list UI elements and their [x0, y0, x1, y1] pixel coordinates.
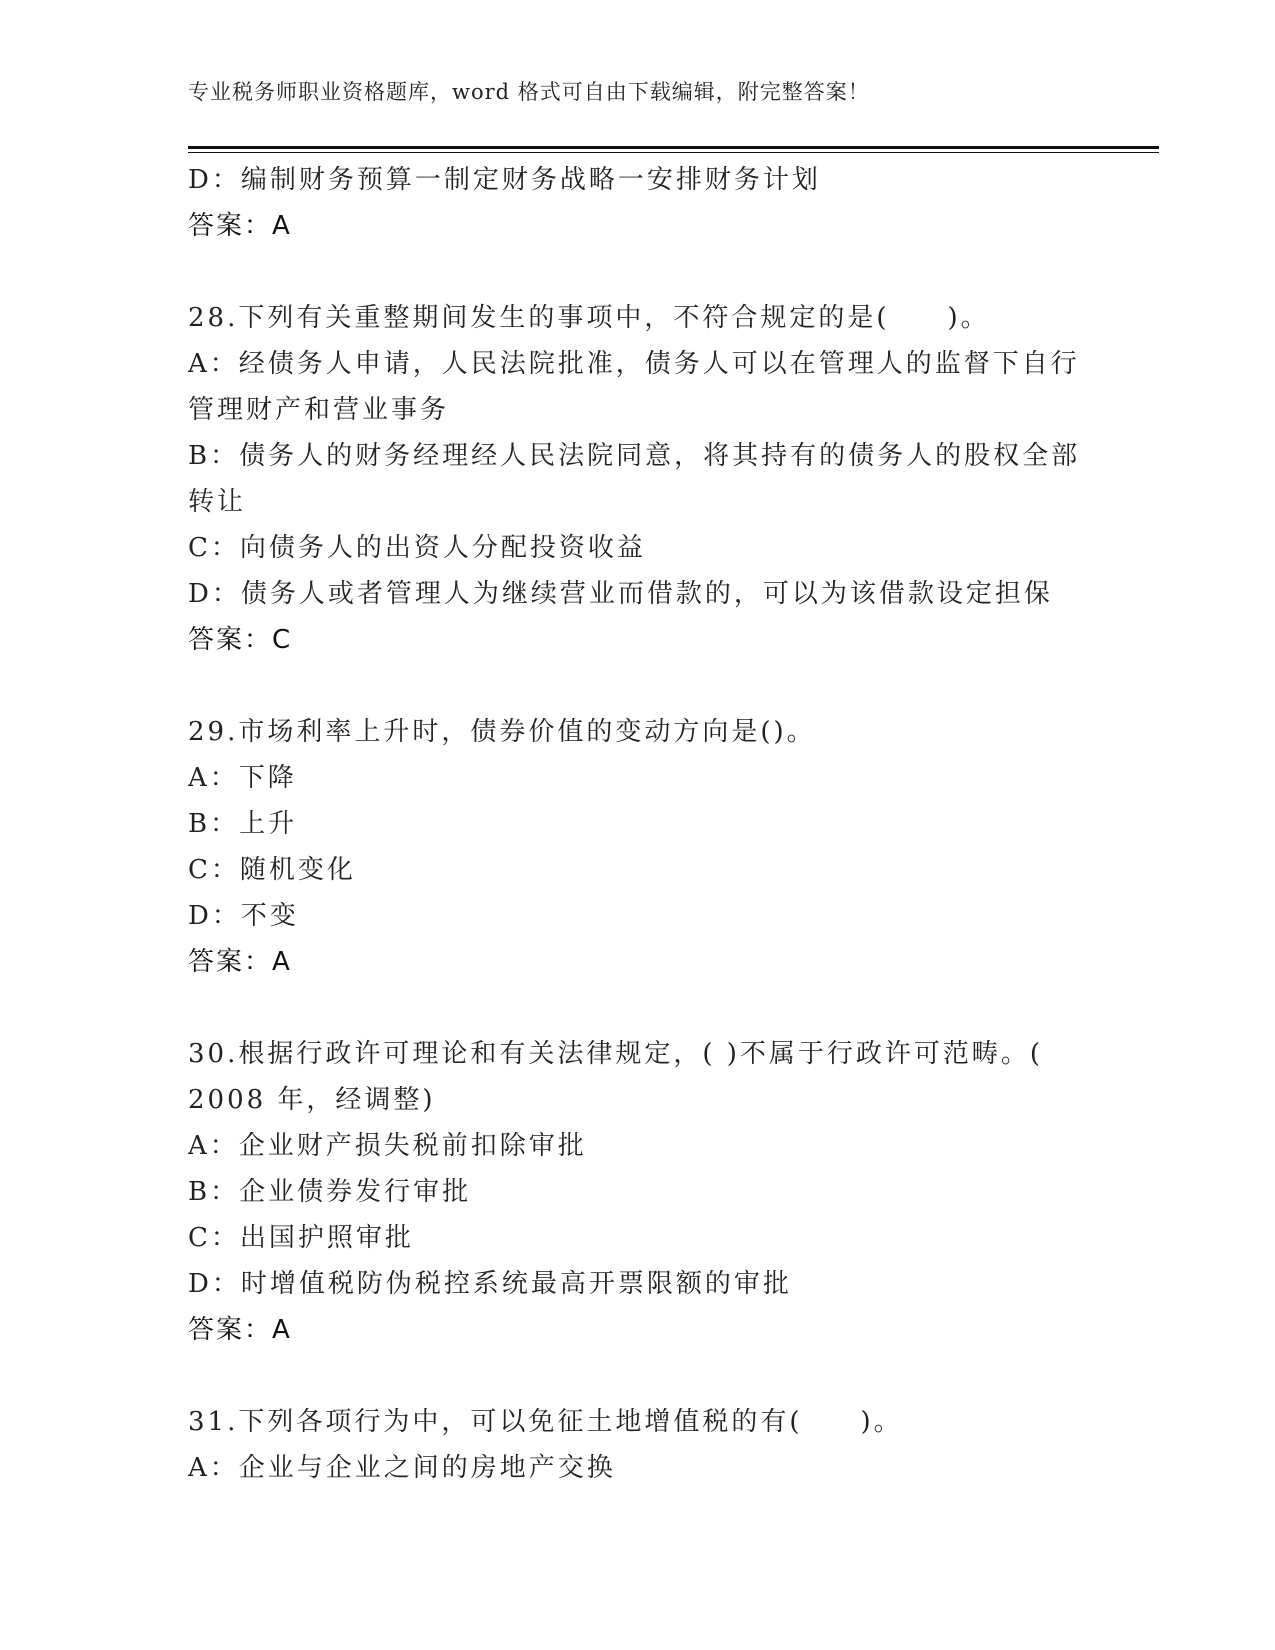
option-a: A：下降 — [188, 763, 297, 793]
spacer — [188, 985, 1088, 1031]
option-a: A：企业财产损失税前扣除审批 — [188, 1131, 587, 1161]
question-28 — [188, 295, 1088, 663]
option-b: B：债务人的财务经理经人民法院同意，将其持有的债务人的股权全部 — [188, 441, 1081, 471]
option-c: C：向债务人的出资人分配投资收益 — [188, 533, 646, 563]
question-29 — [188, 709, 1088, 985]
option-d: D：时增值税防伪税控系统最高开票限额的审批 — [188, 1269, 792, 1299]
option-a: A：企业与企业之间的房地产交换 — [188, 1453, 616, 1483]
option-b-continued: 转让 — [188, 487, 247, 517]
question-stem: 30.根据行政许可理论和有关法律规定，( )不属于行政许可范畴。( — [188, 1039, 1044, 1069]
option-b: B：上升 — [188, 809, 298, 839]
option-a: A：经债务人申请，人民法院批准，债务人可以在管理人的监督下自行 — [188, 349, 1080, 379]
header-rule-thin — [188, 152, 1159, 153]
spacer — [188, 249, 1088, 295]
spacer — [188, 1353, 1088, 1399]
answer: 答案：C — [188, 625, 293, 655]
option-c: C：出国护照审批 — [188, 1223, 414, 1253]
option-d: D：不变 — [188, 901, 299, 931]
option-b: B：企业债券发行审批 — [188, 1177, 472, 1207]
question-30 — [188, 1031, 1088, 1353]
question-content — [188, 157, 1088, 1491]
previous-option-d: D：编制财务预算一制定财务战略一安排财务计划 — [188, 165, 821, 195]
option-a-continued: 管理财产和营业事务 — [188, 395, 450, 425]
page-header: 专业税务师职业资格题库，word 格式可自由下载编辑，附完整答案！ — [188, 80, 870, 104]
spacer — [188, 663, 1088, 709]
question-31 — [188, 1399, 1088, 1491]
previous-answer: 答案：A — [188, 211, 292, 241]
question-stem: 28.下列有关重整期间发生的事项中，不符合规定的是( )。 — [188, 303, 990, 333]
question-stem-continued: 2008 年，经调整) — [188, 1085, 436, 1115]
question-stem: 31.下列各项行为中，可以免征土地增值税的有( )。 — [188, 1407, 903, 1437]
question-stem: 29.市场利率上升时，债券价值的变动方向是()。 — [188, 717, 816, 747]
answer: 答案：A — [188, 947, 292, 977]
answer: 答案：A — [188, 1315, 292, 1345]
option-c: C：随机变化 — [188, 855, 356, 885]
option-d: D：债务人或者管理人为继续营业而借款的，可以为该借款设定担保 — [188, 579, 1053, 609]
header-rule — [188, 146, 1159, 149]
